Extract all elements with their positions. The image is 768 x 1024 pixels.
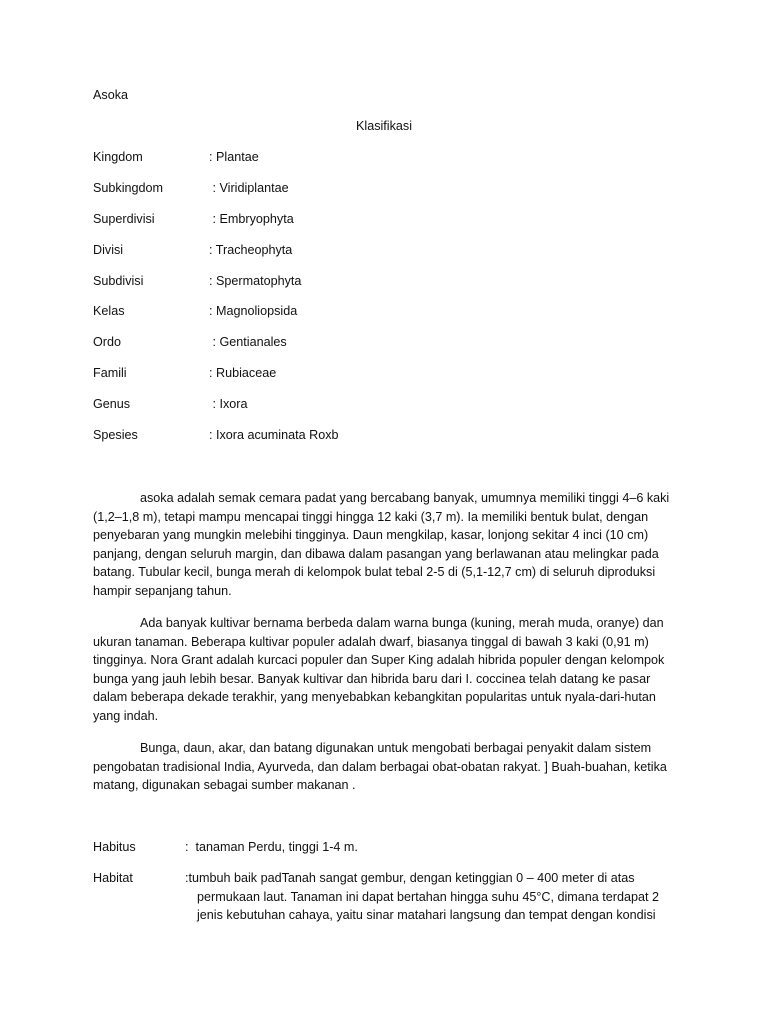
classification-row <box>93 303 593 334</box>
classification-rank: Ordo <box>93 335 121 350</box>
classification-rank: Kelas <box>93 304 125 319</box>
habitus-label: Habitus <box>93 840 136 854</box>
classification-value: : Ixora <box>209 397 248 412</box>
habitus-row <box>93 838 673 857</box>
classification-value: : Rubiaceae <box>209 366 277 381</box>
classification-rank: Famili <box>93 366 127 381</box>
habitat-value: :tumbuh baik padTanah sangat gembur, dengan ketinggian 0 – 400 meter di atas permukaan laut. Tanaman ini dapat bertahan hingga suhu 45°C, dimana terdapat 2 jenis kebutuhan cahaya, yaitu sinar matahari langsung dan tempat dengan kondisi <box>185 871 659 923</box>
description-paragraph-3 <box>93 739 673 795</box>
classification-row <box>93 211 593 242</box>
classification-row <box>93 396 593 427</box>
classification-row <box>93 273 593 304</box>
description-paragraph-1 <box>93 489 673 601</box>
classification-table <box>93 149 593 458</box>
classification-row <box>93 180 593 211</box>
classification-rank: Divisi <box>93 242 124 257</box>
classification-rank: Superdivisi <box>93 211 155 226</box>
classification-rank: Spesies <box>93 428 138 443</box>
classification-rank: Genus <box>93 397 131 412</box>
paragraph-text: asoka adalah semak cemara padat yang bercabang banyak, umumnya memiliki tinggi 4–6 kaki (1,2–1,8 m), tetapi mampu mencapai tinggi hingga 12 kaki (3,7 m). Ia memiliki bentuk bulat, dengan penyebaran yang mungkin melebihi tingginya. Daun mengkilap, kasar, lonjong sekitar 4 inci (10 cm) panjang, dengan seluruh margin, dan dibawa dalam pasangan yang berlawanan atau melingkar pada batang. Tubular kecil, bunga merah di kelompok bulat tebal 2-5 di (5,1-12,7 cm) di seluruh diproduksi hampir sepanjang tahun. <box>93 491 670 598</box>
classification-value: : Embryophyta <box>209 211 294 226</box>
habitus-value: : tanaman Perdu, tinggi 1-4 m. <box>185 840 358 854</box>
classification-row <box>93 365 593 396</box>
classification-row <box>93 242 593 273</box>
document-title: Asoka <box>93 88 129 102</box>
description-paragraph-2 <box>93 614 673 726</box>
classification-row <box>93 334 593 365</box>
classification-rank: Kingdom <box>93 150 143 164</box>
classification-value: : Plantae <box>209 150 259 164</box>
classification-value: : Gentianales <box>209 335 287 350</box>
classification-value: : Tracheophyta <box>209 242 293 257</box>
habitat-row <box>93 869 673 925</box>
classification-rank: Subdivisi <box>93 273 144 288</box>
classification-rank: Subkingdom <box>93 180 164 195</box>
classification-value: : Ixora acuminata Roxb <box>209 428 339 443</box>
classification-heading: Klasifikasi <box>356 119 412 133</box>
classification-value: : Magnoliopsida <box>209 304 298 319</box>
paragraph-text: Bunga, daun, akar, dan batang digunakan untuk mengobati berbagai penyakit dalam sistem pengobatan tradisional India, Ayurveda, dan dalam berbagai obat-obatan rakyat. ] Buah-buahan, ketika matang, digunakan sebagai sumber makanan . <box>93 741 667 793</box>
classification-value: : Viridiplantae <box>209 180 289 195</box>
classification-row <box>93 427 593 458</box>
habitat-label: Habitat <box>93 871 133 885</box>
classification-value: : Spermatophyta <box>209 273 302 288</box>
paragraph-text: Ada banyak kultivar bernama berbeda dalam warna bunga (kuning, merah muda, oranye) dan ukuran tanaman. Beberapa kultivar populer adalah dwarf, biasanya tinggal di bawah 3 kaki (0,91 m) tingginya. Nora Grant adalah kurcaci populer dan Super King adalah hibrida populer dengan kelompok bunga yang jauh lebih besar. Banyak kultivar dan hibrida baru dari I. coccinea telah datang ke pasar dalam beberapa dekade terakhir, yang menyebabkan kebangkitan popularitas untuk nyala-dari-hutan yang indah. <box>93 616 665 723</box>
classification-row <box>93 149 593 180</box>
